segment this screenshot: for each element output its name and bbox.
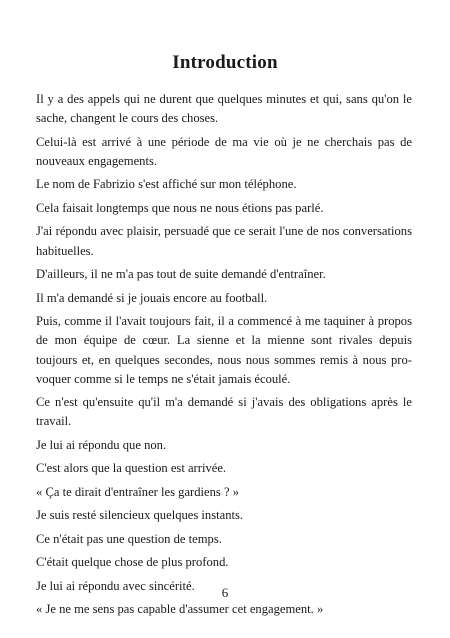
paragraph: Je lui ai répondu avec sincérité.	[36, 578, 195, 593]
paragraph: Ce n'est qu'ensuite qu'il m'a demandé si j'avais des obligations après le travail.	[36, 395, 412, 429]
chapter-body	[36, 90, 412, 624]
paragraph: C'était quelque chose de plus profond.	[36, 555, 229, 570]
paragraph: C'est alors que la question est arrivée.	[36, 461, 227, 476]
paragraph: Il m'a demandé si je jouais encore au football.	[36, 290, 268, 305]
paragraph: Je lui ai répondu que non.	[36, 437, 167, 452]
paragraph: Je suis resté silencieux quelques instants.	[36, 508, 244, 523]
paragraph: D'ailleurs, il ne m'a pas tout de suite demandé d'entraîner.	[36, 267, 326, 282]
paragraph: Le nom de Fabrizio s'est affiché sur mon téléphone.	[36, 177, 297, 192]
paragraph: « Ça te dirait d'entraîner les gardiens ? »	[36, 484, 239, 499]
paragraph: Il y a des appels qui ne durent que quelques minutes et qui, sans qu'on le sache, changent le cours des choses.	[36, 92, 412, 126]
paragraph: « Je ne me sens pas capable d'assumer cet engagement. »	[36, 602, 324, 617]
chapter-title: Introduction	[172, 52, 278, 73]
paragraph: Cela faisait longtemps que nous ne nous étions pas parlé.	[36, 200, 324, 215]
paragraph: Celui-là est arrivé à une période de ma vie où je ne cherchais pas de nouveaux engagements.	[36, 134, 412, 168]
page-number: 6	[221, 585, 229, 600]
paragraph: Puis, comme il l'avait toujours fait, il a commencé à me taquiner à propos de mon équipe de cœur. La sienne et la mienne sont rivales depuis toujours et, en quelques secondes, nous nous sommes remis à nous provoquer comme si le temps ne s'était jamais écoulé.	[36, 314, 412, 386]
paragraph: J'ai répondu avec plaisir, persuadé que ce serait l'une de nos conversations habituelles.	[36, 224, 412, 258]
paragraph: Ce n'était pas une question de temps.	[36, 531, 222, 546]
